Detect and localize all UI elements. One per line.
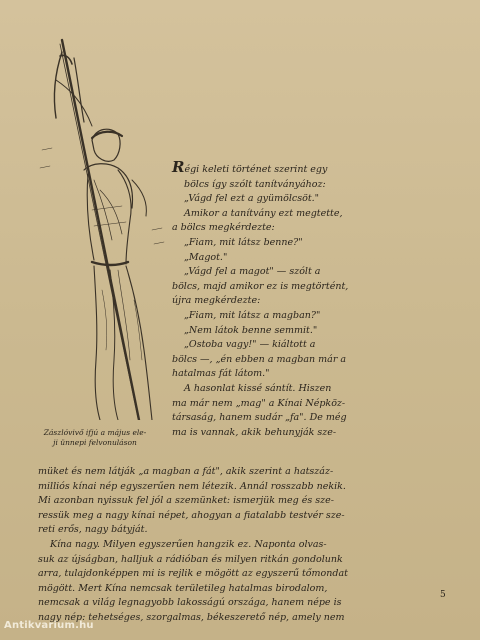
text-line: a bölcs megkérdezte: (172, 222, 275, 234)
text-line: ma is vannak, akik behunyják sze- (172, 426, 337, 438)
drop-cap: R (172, 158, 185, 176)
text-line: újra megkérdezte: (172, 295, 261, 307)
illustration-caption: Zászlóvivő ifjú a május ele- ji ünnepi felvonuláson (43, 428, 147, 447)
text-line: „Fiam, mit látsz benne?" (184, 236, 303, 248)
text-line: „Nem látok benne semmit." (184, 324, 318, 336)
text-line: „Vágd fel a magot" — szólt a (184, 266, 321, 278)
text-line: „Ostoba vagy!" — kiáltott a (184, 339, 316, 351)
text-line: bölcs így szólt tanítványához: (184, 178, 326, 190)
text-line: Kína nagy. Milyen egyszerűen hangzik ez. Naponta olvas- (50, 538, 327, 550)
text-line: „Vágd fel ezt a gyümölcsöt." (184, 193, 320, 205)
text-line: suk az újságban, halljuk a rádióban és milyen ritkán gondolunk (38, 553, 343, 565)
text-line: hatalmas fát látom." (172, 368, 270, 380)
text-line: arra, tulajdonképpen mi is rejlik e mögött az egyszerű tőmondat (38, 568, 348, 580)
text-line: reti erős, nagy bátyját. (38, 524, 148, 536)
text-line: mögött. Mert Kína nemcsak területileg hatalmas birodalom, (38, 582, 328, 594)
site-watermark: Antikvarium.hu (4, 620, 94, 631)
text-line: égi keleti történet szerint egy (184, 164, 328, 175)
text-line: bölcs, majd amikor ez is megtörtént, (172, 280, 349, 292)
text-line: ma már nem „mag" a Kínai Népköz- (172, 397, 346, 409)
story-column (172, 160, 452, 440)
text-line: bölcs —, „én ebben a magban már a (172, 353, 347, 365)
text-line: „Magot." (184, 251, 228, 263)
story-continuation (38, 465, 452, 626)
page-number: 5 (440, 590, 446, 600)
text-line: nemcsak a világ legnagyobb lakosságú országa, hanem népe is (38, 597, 342, 609)
text-line: müket és nem látják „a magban a fát", akik szerint a hatszáz- (38, 466, 334, 477)
text-line: A hasonlat kissé sántít. Hiszen (184, 382, 332, 394)
text-line: Amikor a tanítvány ezt megtette, (184, 207, 343, 219)
flag-bearer-illustration (22, 30, 172, 420)
text-line: társaság, hanem sudár „fa". De még (172, 412, 347, 424)
text-line: ressük meg a nagy kínai népet, ahogyan a fiatalabb testvér sze- (38, 509, 345, 521)
text-line: Mi azonban nyissuk fel jól a szemünket: ismerjük meg és sze- (38, 495, 334, 507)
text-line: nagy nép: tehetséges, szorgalmas, békeszerető nép, amely nem (38, 611, 345, 623)
text-line: „Fiam, mit látsz a magban?" (184, 309, 321, 321)
text-line: milliós kínai nép egyszerűen nem létezik. Annál rosszabb nekik. (38, 480, 346, 492)
